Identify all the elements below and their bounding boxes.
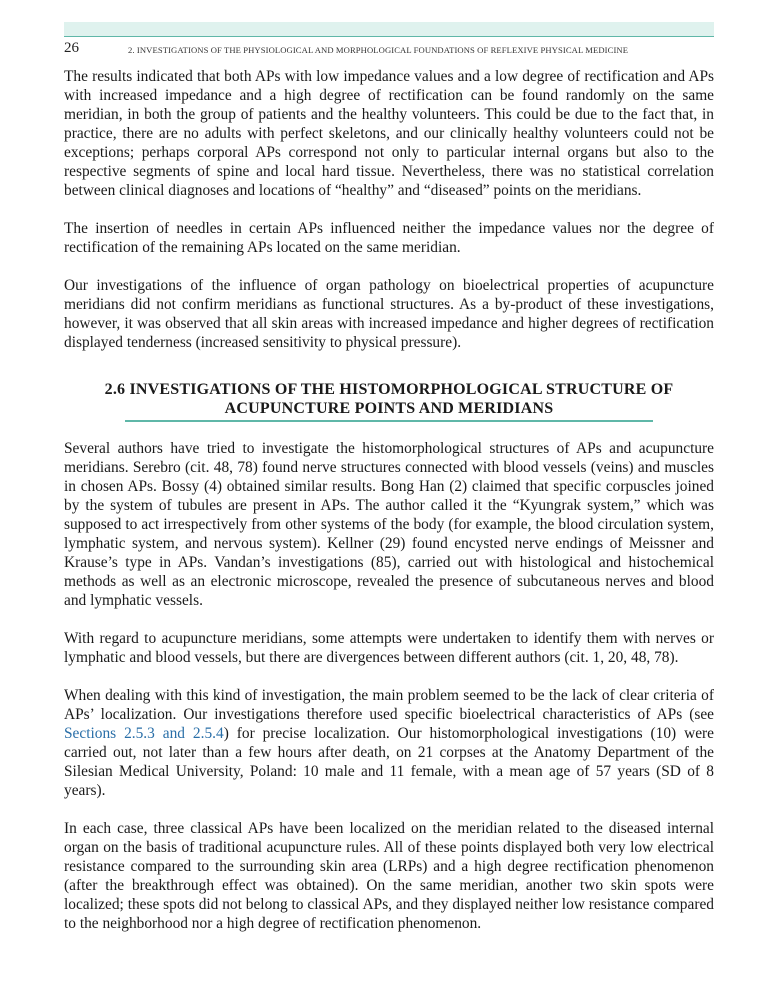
paragraph-classical-aps: In each case, three classical APs have been localized on the meridian related to the diseased internal organ on the basis of traditional acupuncture rules. All of these points displayed both very low electrical resistance compared to the surrounding skin area (LRPs) and a high degree rectification phenomenon (after the breakthrough effect was obtained). On the same meridian, another two skin spots were localized; these spots did not belong to classical APs, and they displayed neither low resistance compared to the neighborhood nor a high degree of rectification phenomenon. xyxy=(64,820,714,932)
paragraph-needles: The insertion of needles in certain APs influenced neither the impedance values nor the degree of rectification of the remaining APs located on the same meridian. xyxy=(64,220,714,256)
running-header xyxy=(64,42,714,58)
header-band xyxy=(64,22,714,37)
section-heading xyxy=(64,380,714,418)
section-heading-line1: 2.6 INVESTIGATIONS OF THE HISTOMORPHOLOGICAL STRUCTURE OF xyxy=(104,381,674,398)
paragraph-meridians: With regard to acupuncture meridians, some attempts were undertaken to identify them with nerves or lymphatic and blood vessels, but there are divergences between different authors (cit. 1, 20, 48, 78). xyxy=(64,630,714,666)
page-number: 26 xyxy=(64,40,79,56)
paragraph-authors: Several authors have tried to investigate the histomorphological structures of APs and acupuncture meridians. Serebro (cit. 48, 78) found nerve structures connected with blood vessels (veins) and muscles in chosen APs. Bossy (4) obtained similar results. Bong Han (2) claimed that specific corpuscles joined by the system of tubules are present in APs. The author called it the “Kyungrak system,” which was supposed to act irrespectively from other systems of the body (for example, the blood circulation system, lymphatic system, and nervous system). Kellner (29) found encysted nerve endings of Meissner and Krause’s type in APs. Vandan’s investigations (85), carried out with histological and histochemical methods as well as an electronic microscope, revealed the presence of subcutaneous nerves and blood and lymphatic vessels. xyxy=(64,440,714,609)
paragraph-localization xyxy=(64,686,714,800)
localization-text-after: ) for precise localization. Our histomorphological investigations (10) were carried out, not later than a few hours after death, on 21 corpses at the Anatomy Department of the Silesian Medical University, Poland: 10 male and 11 female, with a mean age of 57 years (SD of 8 years). xyxy=(64,725,714,799)
section-heading-line2: ACUPUNCTURE POINTS AND MERIDIANS xyxy=(224,400,554,417)
localization-text-before: When dealing with this kind of investigation, the main problem seemed to be the lack of clear criteria of APs’ localization. Our investigations therefore used specific bioelectrical characteristics of APs (see xyxy=(64,687,714,723)
paragraph-results: The results indicated that both APs with low impedance values and a low degree of rectification and APs with increased impedance and a high degree of rectification can be found randomly on the same meridian, in both the group of patients and the healthy volunteers. This could be due to the fact that, in practice, there are no adults with perfect skeletons, and our clinically healthy volunteers could not be exceptions; perhaps corporal APs correspond not only to particular internal organs but also to the respective segments of spine and local hard tissue. Nevertheless, there was no statistical correlation between clinical diagnoses and locations of “healthy” and “diseased” points on the meridians. xyxy=(64,68,714,199)
sections-cross-reference-link[interactable]: Sections 2.5.3 and 2.5.4 xyxy=(64,725,224,742)
page-body xyxy=(64,67,714,933)
paragraph-organ-pathology: Our investigations of the influence of organ pathology on bioelectrical properties of acupuncture meridians did not confirm meridians as functional structures. As a by-product of these investigations, however, it was observed that all skin areas with increased impedance and higher degrees of rectification displayed tenderness (increased sensitivity to physical pressure). xyxy=(64,277,714,351)
running-title: 2. INVESTIGATIONS OF THE PHYSIOLOGICAL AND MORPHOLOGICAL FOUNDATIONS OF REFLEXIVE PHYSICAL MEDICINE xyxy=(128,45,629,55)
